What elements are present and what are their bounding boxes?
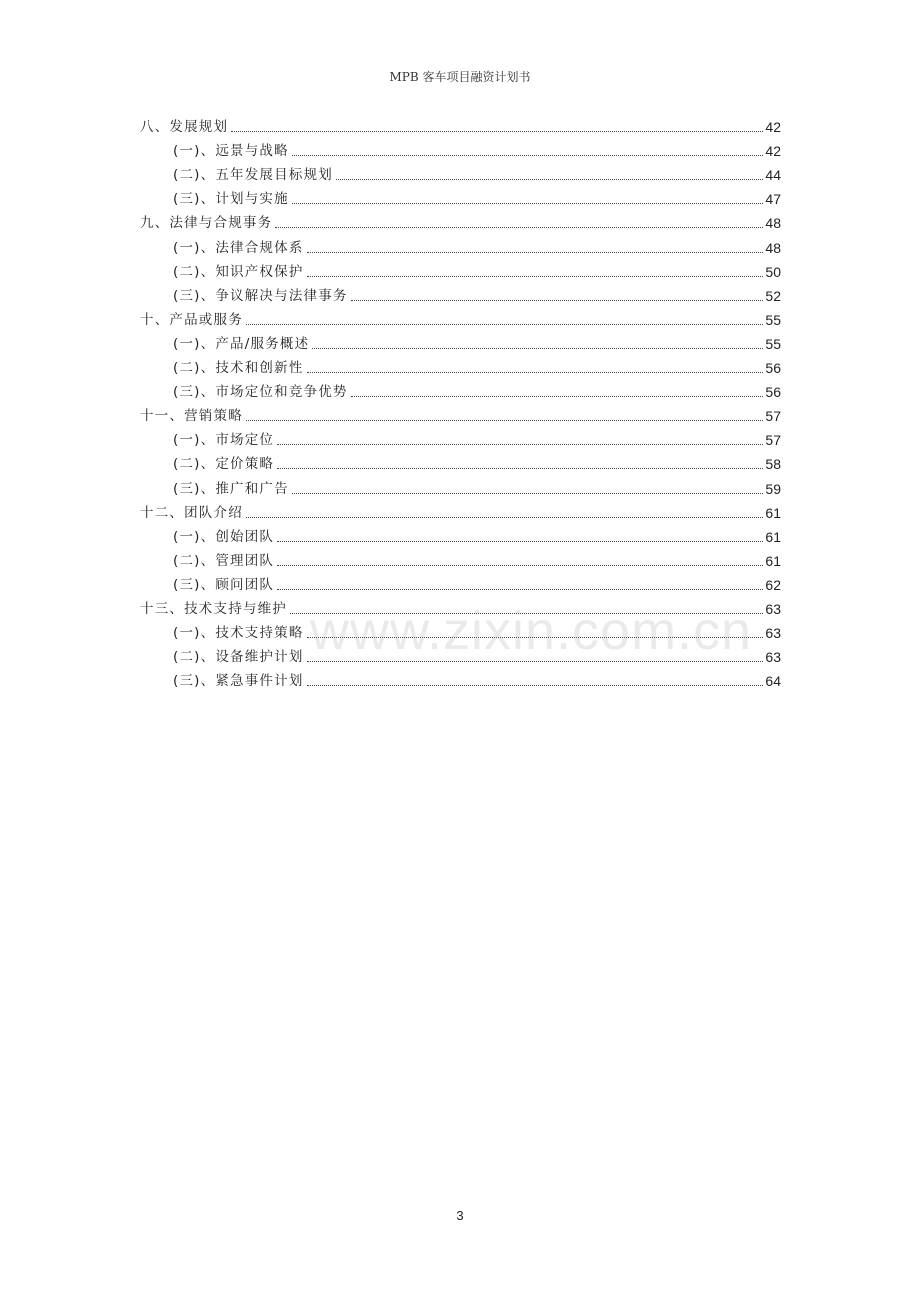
toc-dot-leader [290,613,763,614]
toc-dot-leader [307,252,764,253]
toc-dot-leader [292,203,764,204]
toc-entry-page: 48 [765,215,781,232]
toc-entry-label: (二)、技术和创新性 [173,360,304,377]
toc-entry-page: 44 [765,167,781,184]
toc-dot-leader [275,227,763,228]
toc-dot-leader [277,444,763,445]
toc-entry-page: 59 [765,480,781,497]
toc-dot-leader [307,685,764,686]
toc-dot-leader [246,420,764,421]
toc-entry-label: 九、法律与合规事务 [140,215,273,232]
toc-section-entry[interactable] [140,330,781,354]
toc-entry-page: 63 [765,625,781,642]
toc-section-entry[interactable] [140,137,781,161]
toc-dot-leader [307,661,764,662]
toc-dot-leader [246,324,764,325]
toc-dot-leader [351,300,764,301]
toc-entry-label: (一)、远景与战略 [173,143,289,160]
toc-entry-page: 57 [765,408,781,425]
toc-chapter-entry[interactable] [140,209,781,233]
toc-section-entry[interactable] [140,667,781,691]
toc-entry-page: 57 [765,432,781,449]
toc-entry-label: (一)、法律合规体系 [173,239,304,256]
toc-chapter-entry[interactable] [140,113,781,137]
toc-dot-leader [336,179,763,180]
toc-dot-leader [277,541,763,542]
toc-section-entry[interactable] [140,258,781,282]
toc-entry-page: 52 [765,287,781,304]
toc-section-entry[interactable] [140,643,781,667]
toc-section-entry[interactable] [140,233,781,257]
toc-entry-page: 61 [765,528,781,545]
toc-dot-leader [277,468,763,469]
toc-section-entry[interactable] [140,282,781,306]
toc-section-entry[interactable] [140,571,781,595]
toc-entry-page: 61 [765,504,781,521]
toc-entry-page: 64 [765,673,781,690]
toc-entry-page: 61 [765,552,781,569]
toc-entry-label: (二)、五年发展目标规划 [173,167,333,184]
watermark: www.zixin.com.cn [310,601,753,661]
toc-entry-label: 十一、营销策略 [140,408,243,425]
toc-entry-page: 62 [765,576,781,593]
toc-entry-label: (一)、市场定位 [173,432,275,449]
toc-section-entry[interactable] [140,378,781,402]
toc-section-entry[interactable] [140,523,781,547]
toc-section-entry[interactable] [140,619,781,643]
toc-entry-page: 55 [765,311,781,328]
toc-entry-page: 63 [765,600,781,617]
toc-dot-leader [307,276,764,277]
toc-entry-page: 58 [765,456,781,473]
toc-section-entry[interactable] [140,474,781,498]
toc-dot-leader [277,565,763,566]
toc-dot-leader [307,372,764,373]
toc-entry-page: 56 [765,360,781,377]
toc-entry-page: 50 [765,263,781,280]
toc-section-entry[interactable] [140,185,781,209]
toc-dot-leader [292,155,764,156]
toc-chapter-entry[interactable] [140,306,781,330]
toc-entry-label: (二)、管理团队 [173,552,275,569]
toc-entry-label: (一)、创始团队 [173,528,275,545]
page-number: 3 [456,1208,464,1223]
toc-entry-label: (三)、争议解决与法律事务 [173,287,348,304]
toc-entry-page: 56 [765,384,781,401]
toc-section-entry[interactable] [140,354,781,378]
toc-section-entry[interactable] [140,547,781,571]
table-of-contents [140,113,781,691]
toc-entry-label: (二)、设备维护计划 [173,649,304,666]
toc-entry-label: (二)、定价策略 [173,456,275,473]
toc-entry-label: 十三、技术支持与维护 [140,600,287,617]
toc-entry-page: 42 [765,119,781,136]
toc-entry-label: 十、产品或服务 [140,311,243,328]
toc-section-entry[interactable] [140,426,781,450]
toc-entry-label: (三)、顾问团队 [173,576,275,593]
toc-entry-page: 55 [765,335,781,352]
toc-entry-label: (三)、紧急事件计划 [173,673,304,690]
page-header: MPB 客车项目融资计划书 [389,70,531,84]
toc-chapter-entry[interactable] [140,402,781,426]
toc-entry-label: 八、发展规划 [140,119,229,136]
toc-dot-leader [351,396,764,397]
toc-dot-leader [246,517,764,518]
toc-entry-label: (三)、推广和广告 [173,480,289,497]
toc-entry-label: (三)、市场定位和竞争优势 [173,384,348,401]
toc-chapter-entry[interactable] [140,595,781,619]
toc-entry-label: 十二、团队介绍 [140,504,243,521]
toc-entry-page: 63 [765,649,781,666]
toc-chapter-entry[interactable] [140,499,781,523]
toc-dot-leader [231,131,763,132]
toc-dot-leader [312,348,763,349]
toc-dot-leader [307,637,764,638]
toc-entry-page: 47 [765,191,781,208]
toc-entry-label: (一)、产品/服务概述 [173,335,310,352]
toc-entry-label: (三)、计划与实施 [173,191,289,208]
toc-entry-label: (一)、技术支持策略 [173,625,304,642]
toc-dot-leader [292,493,764,494]
toc-dot-leader [277,589,763,590]
toc-entry-label: (二)、知识产权保护 [173,263,304,280]
toc-section-entry[interactable] [140,161,781,185]
toc-entry-page: 42 [765,143,781,160]
toc-section-entry[interactable] [140,450,781,474]
toc-entry-page: 48 [765,239,781,256]
